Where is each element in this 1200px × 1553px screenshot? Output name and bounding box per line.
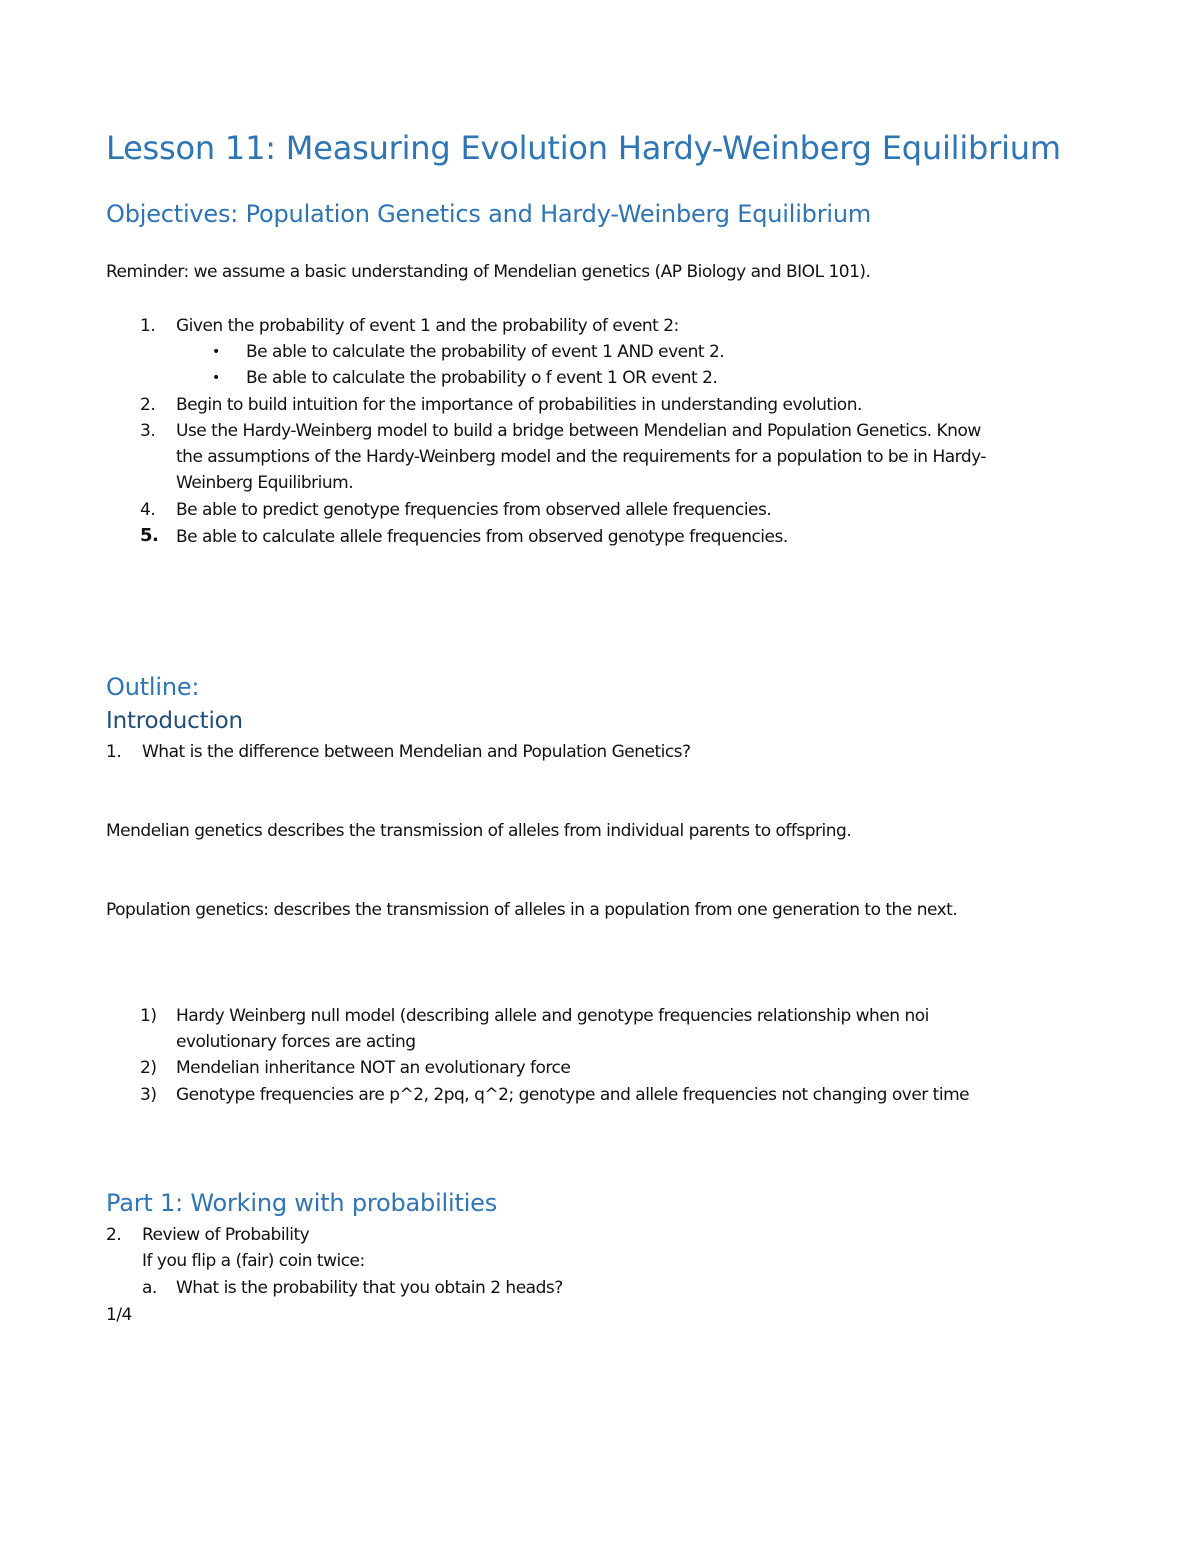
mendelian-definition: Mendelian genetics describes the transmission of alleles from individual parents to offspring. [106,821,852,841]
objective-marker: 5. [140,525,159,546]
answer-text-line: Mendelian inheritance NOT an evolutionary force [176,1058,571,1078]
objective-text: Begin to build intuition for the importance of probabilities in understanding evolution. [176,395,862,415]
objectives-heading: Objectives: Population Genetics and Hardy-Weinberg Equilibrium [106,200,872,228]
introduction-heading: Introduction [106,708,243,734]
page-title: Lesson 11: Measuring Evolution Hardy-Weinberg Equilibrium [106,129,1061,167]
review-marker: 2. [106,1225,122,1245]
question-text: What is the probability that you obtain 2 heads? [176,1278,563,1298]
objective-text: Be able to calculate allele frequencies from observed genotype frequencies. [176,527,788,547]
answer-text-line: Hardy Weinberg null model (describing allele and genotype frequencies relationship when noi [176,1006,929,1026]
sub-bullet-text: Be able to calculate the probability of event 1 AND event 2. [246,342,725,362]
bullet-icon: • [212,344,220,360]
answer-text-line: Genotype frequencies are p^2, 2pq, q^2; genotype and allele frequencies not changing over time [176,1085,970,1105]
answer-marker: 2) [140,1058,157,1078]
population-definition: Population genetics: describes the transmission of alleles in a population from one generation to the next. [106,900,958,920]
sub-bullet-text: Be able to calculate the probability o f event 1 OR event 2. [246,368,718,388]
answer-marker: 1) [140,1006,157,1026]
intro-question-text: What is the difference between Mendelian and Population Genetics? [142,742,691,762]
objective-text: Given the probability of event 1 and the probability of event 2: [176,316,679,336]
intro-question-marker: 1. [106,742,122,762]
bullet-icon: • [212,370,220,386]
reminder-text: Reminder: we assume a basic understanding of Mendelian genetics (AP Biology and BIOL 101). [106,262,871,282]
objective-marker: 4. [140,500,156,520]
objective-text: Be able to predict genotype frequencies from observed allele frequencies. [176,500,772,520]
objective-text-line: Use the Hardy-Weinberg model to build a bridge between Mendelian and Population Genetics. Know [176,421,981,441]
objective-marker: 3. [140,421,156,441]
answer-text-line: evolutionary forces are acting [176,1032,416,1052]
objective-text-line: the assumptions of the Hardy-Weinberg model and the requirements for a population to be in Hardy- [176,447,987,467]
objective-text-line: Weinberg Equilibrium. [176,473,354,493]
review-text: Review of Probability [142,1225,310,1245]
coin-prompt: If you flip a (fair) coin twice: [142,1251,365,1271]
objective-marker: 2. [140,395,156,415]
outline-heading: Outline: [106,673,200,701]
part1-heading: Part 1: Working with probabilities [106,1189,498,1217]
answer-marker: 3) [140,1085,157,1105]
answer-value: 1/4 [106,1305,132,1325]
question-marker: a. [142,1278,157,1298]
objective-marker: 1. [140,316,156,336]
